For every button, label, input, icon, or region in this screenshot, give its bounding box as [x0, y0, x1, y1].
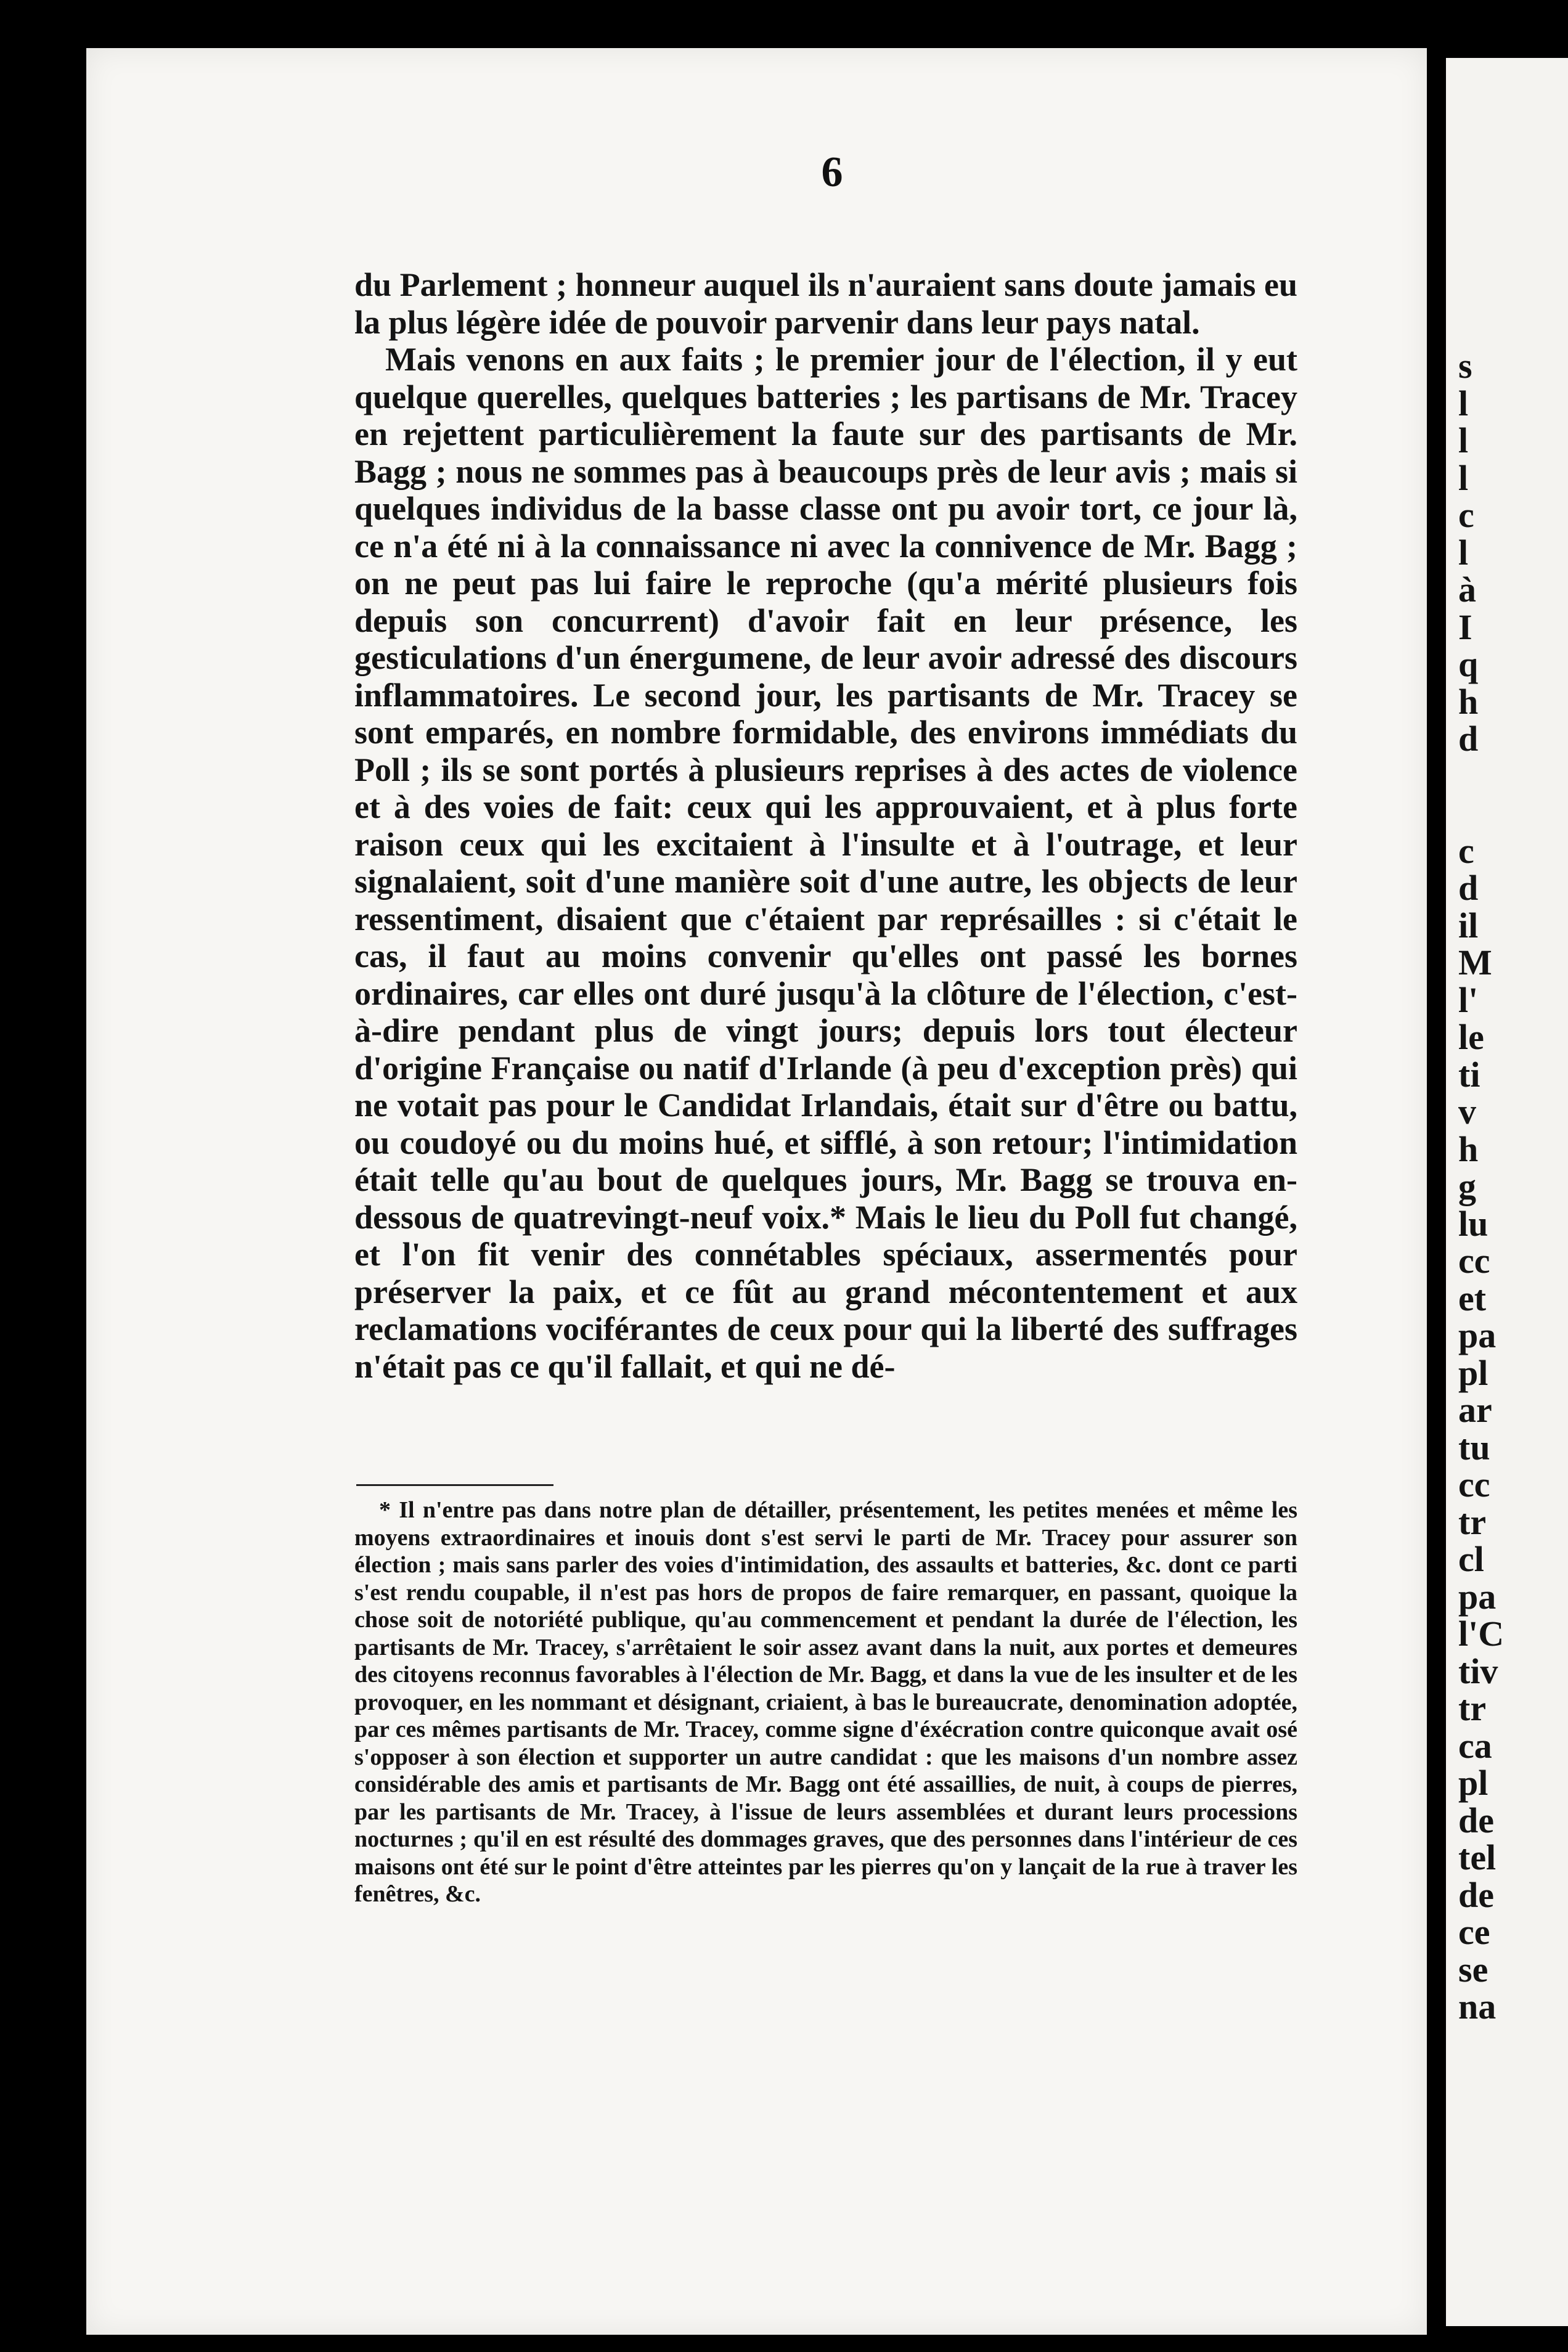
adjacent-page-edge [1446, 58, 1568, 2326]
adjacent-page-fragment: tu [1458, 1427, 1490, 1468]
page-number: 6 [821, 149, 843, 196]
adjacent-page-fragment: l' [1458, 979, 1479, 1020]
footnote-rule [356, 1484, 553, 1486]
footnote [354, 1497, 1297, 1908]
body-text [354, 266, 1297, 1385]
adjacent-page-fragment: tiv [1458, 1651, 1498, 1691]
adjacent-page-fragment: l [1458, 532, 1469, 573]
adjacent-page-fragment: ca [1458, 1725, 1492, 1766]
adjacent-page-fragment: c [1458, 830, 1474, 871]
adjacent-page-fragment: pl [1458, 1352, 1488, 1393]
adjacent-page-fragment: s [1458, 346, 1472, 386]
adjacent-page-fragment: l [1458, 383, 1469, 423]
adjacent-page-fragment: l [1458, 457, 1469, 498]
adjacent-page-fragment: d [1458, 719, 1479, 759]
adjacent-page-fragment: ti [1458, 1054, 1480, 1095]
adjacent-page-fragment: cl [1458, 1539, 1484, 1579]
adjacent-page-fragment: q [1458, 644, 1479, 684]
adjacent-page-fragment: lu [1458, 1203, 1488, 1244]
adjacent-page-fragment: de [1458, 1800, 1494, 1840]
adjacent-page-fragment: pa [1458, 1315, 1497, 1355]
paragraph-1: du Parlement ; honneur auquel ils n'auraient sans doute jamais eu la plus légère idée de pouvoir parvenir dans leur pays natal. [354, 266, 1297, 341]
adjacent-page-fragment: ar [1458, 1390, 1492, 1430]
adjacent-page-fragment: na [1458, 1987, 1497, 2027]
footnote-text: * Il n'entre pas dans notre plan de détailler, présentement, les petites menées et même les moyens extraordinaires et inouis dont s'est servi le parti de Mr. Tracey pour assurer son élection ; mais sans parler des voies d'intimidation, des assaults et batteries, &c. dont ce parti s'est rendu coupable, il n'est pas hors de propos de faire remarquer, en passant, quoique la chose soit de notoriété publique, qu'au commencement et pendant la durée de l'élection, les partisants de Mr. Tracey, s'arrêtaient le soir assez avant dans la nuit, aux portes et demeures des citoyens reconnus favorables à l'élection de Mr. Bagg, et dans la vue de les insulter et de les provoquer, en les nommant et désignant, criaient, à bas le bureaucrate, denomination adoptée, par ces mêmes partisants de Mr. Tracey, comme signe d'éxécration contre quiconque avait osé s'opposer à son élection et supporter un autre candidat : que les maisons d'un nombre assez considérable des amis et partisants de Mr. Bagg ont été assaillies, de nuit, à coups de pierres, par les partisants de Mr. Tracey, à l'issue de leurs assemblées et durant leurs processions nocturnes ; qu'il en est résulté des dommages graves, que des personnes dans l'intérieur de ces maisons ont été sur le point d'être atteintes par les pierres qu'on y lançait de la rue à traver les fenêtres, &c. [354, 1497, 1297, 1907]
adjacent-page-fragment: c [1458, 495, 1474, 535]
adjacent-page-fragment: ce [1458, 1912, 1490, 1952]
adjacent-page-text [1458, 348, 1563, 2026]
adjacent-page-fragment: v [1458, 1092, 1476, 1132]
adjacent-page-fragment: pl [1458, 1763, 1488, 1803]
adjacent-page-fragment: le [1458, 1017, 1484, 1057]
adjacent-page-fragment [1458, 758, 1563, 796]
adjacent-page-fragment: l'C [1458, 1614, 1505, 1654]
adjacent-page-fragment: et [1458, 1278, 1487, 1318]
adjacent-page-fragment: de [1458, 1874, 1494, 1915]
paragraph-2: Mais venons en aux faits ; le premier jour de l'élection, il y eut quelque querelles, quelques batteries ; les partisans de Mr. Tracey en rejettent particulièrement la faute sur des partisants de Mr. Bagg ; nous ne sommes pas à beaucoups près de leur avis ; mais si quelques individus de la basse classe ont pu avoir tort, ce jour là, ce n'a été ni à la connaissance ni avec la connivence de Mr. Bagg ; on ne peut pas lui faire le reproche (qu'a mérité plusieurs fois depuis son concurrent) d'avoir fait en leur présence, les gesticulations d'un énergumene, de leur avoir adressé des discours inflammatoires. Le second jour, les partisants de Mr. Tracey se sont emparés, en nombre formidable, des environs immédiats du Poll ; ils se sont portés à plusieurs reprises à des actes de violence et à des voies de fait: ceux qui les approuvaient, et à plus forte raison ceux qui les excitaient à l'insulte et à l'outrage, et leur signalaient, soit d'une manière soit d'une autre, les objects de leur ressentiment, disaient que c'étaient par représailles : si c'était le cas, il faut au moins convenir qu'elles ont passé les bornes ordinaires, car elles ont duré jusqu'à la clôture de l'élection, c'est-à-dire pendant plus de vingt jours; depuis lors tout électeur d'origine Française ou natif d'Irlande (à peu d'exception près) qui ne votait pas pour le Candidat Irlandais, était sur d'être ou battu, ou coudoyé ou du moins hué, et sifflé, à son retour; l'intimidation était telle qu'au bout de quelques jours, Mr. Bagg se trouva en-dessous de quatrevingt-neuf voix.* Mais le lieu du Poll fut changé, et l'on fit venir des connétables spéciaux, assermentés pour préserver la paix, et ce fût au grand mécontentement et aux reclamations vociférantes de ceux pour qui la liberté des suffrages n'était pas ce qu'il fallait, et qui ne dé- [354, 341, 1297, 1385]
adjacent-page-fragment: tel [1458, 1837, 1497, 1877]
adjacent-page-fragment: pa [1458, 1576, 1497, 1617]
adjacent-page-fragment: tr [1458, 1688, 1487, 1728]
adjacent-page-fragment [1458, 795, 1563, 833]
adjacent-page-fragment: M [1458, 942, 1492, 982]
adjacent-page-fragment: l [1458, 420, 1469, 460]
adjacent-page-fragment: il [1458, 905, 1479, 945]
adjacent-page-fragment: se [1458, 1949, 1488, 1990]
adjacent-page-fragment: I [1458, 606, 1472, 647]
adjacent-page-fragment: g [1458, 1166, 1476, 1206]
adjacent-page-fragment: cc [1458, 1464, 1490, 1505]
adjacent-page-fragment: tr [1458, 1501, 1487, 1542]
adjacent-page-fragment: d [1458, 868, 1479, 908]
adjacent-page-fragment: h [1458, 681, 1479, 722]
adjacent-page-fragment: cc [1458, 1241, 1490, 1281]
adjacent-page-fragment: à [1458, 570, 1476, 610]
adjacent-page-fragment: h [1458, 1129, 1479, 1169]
